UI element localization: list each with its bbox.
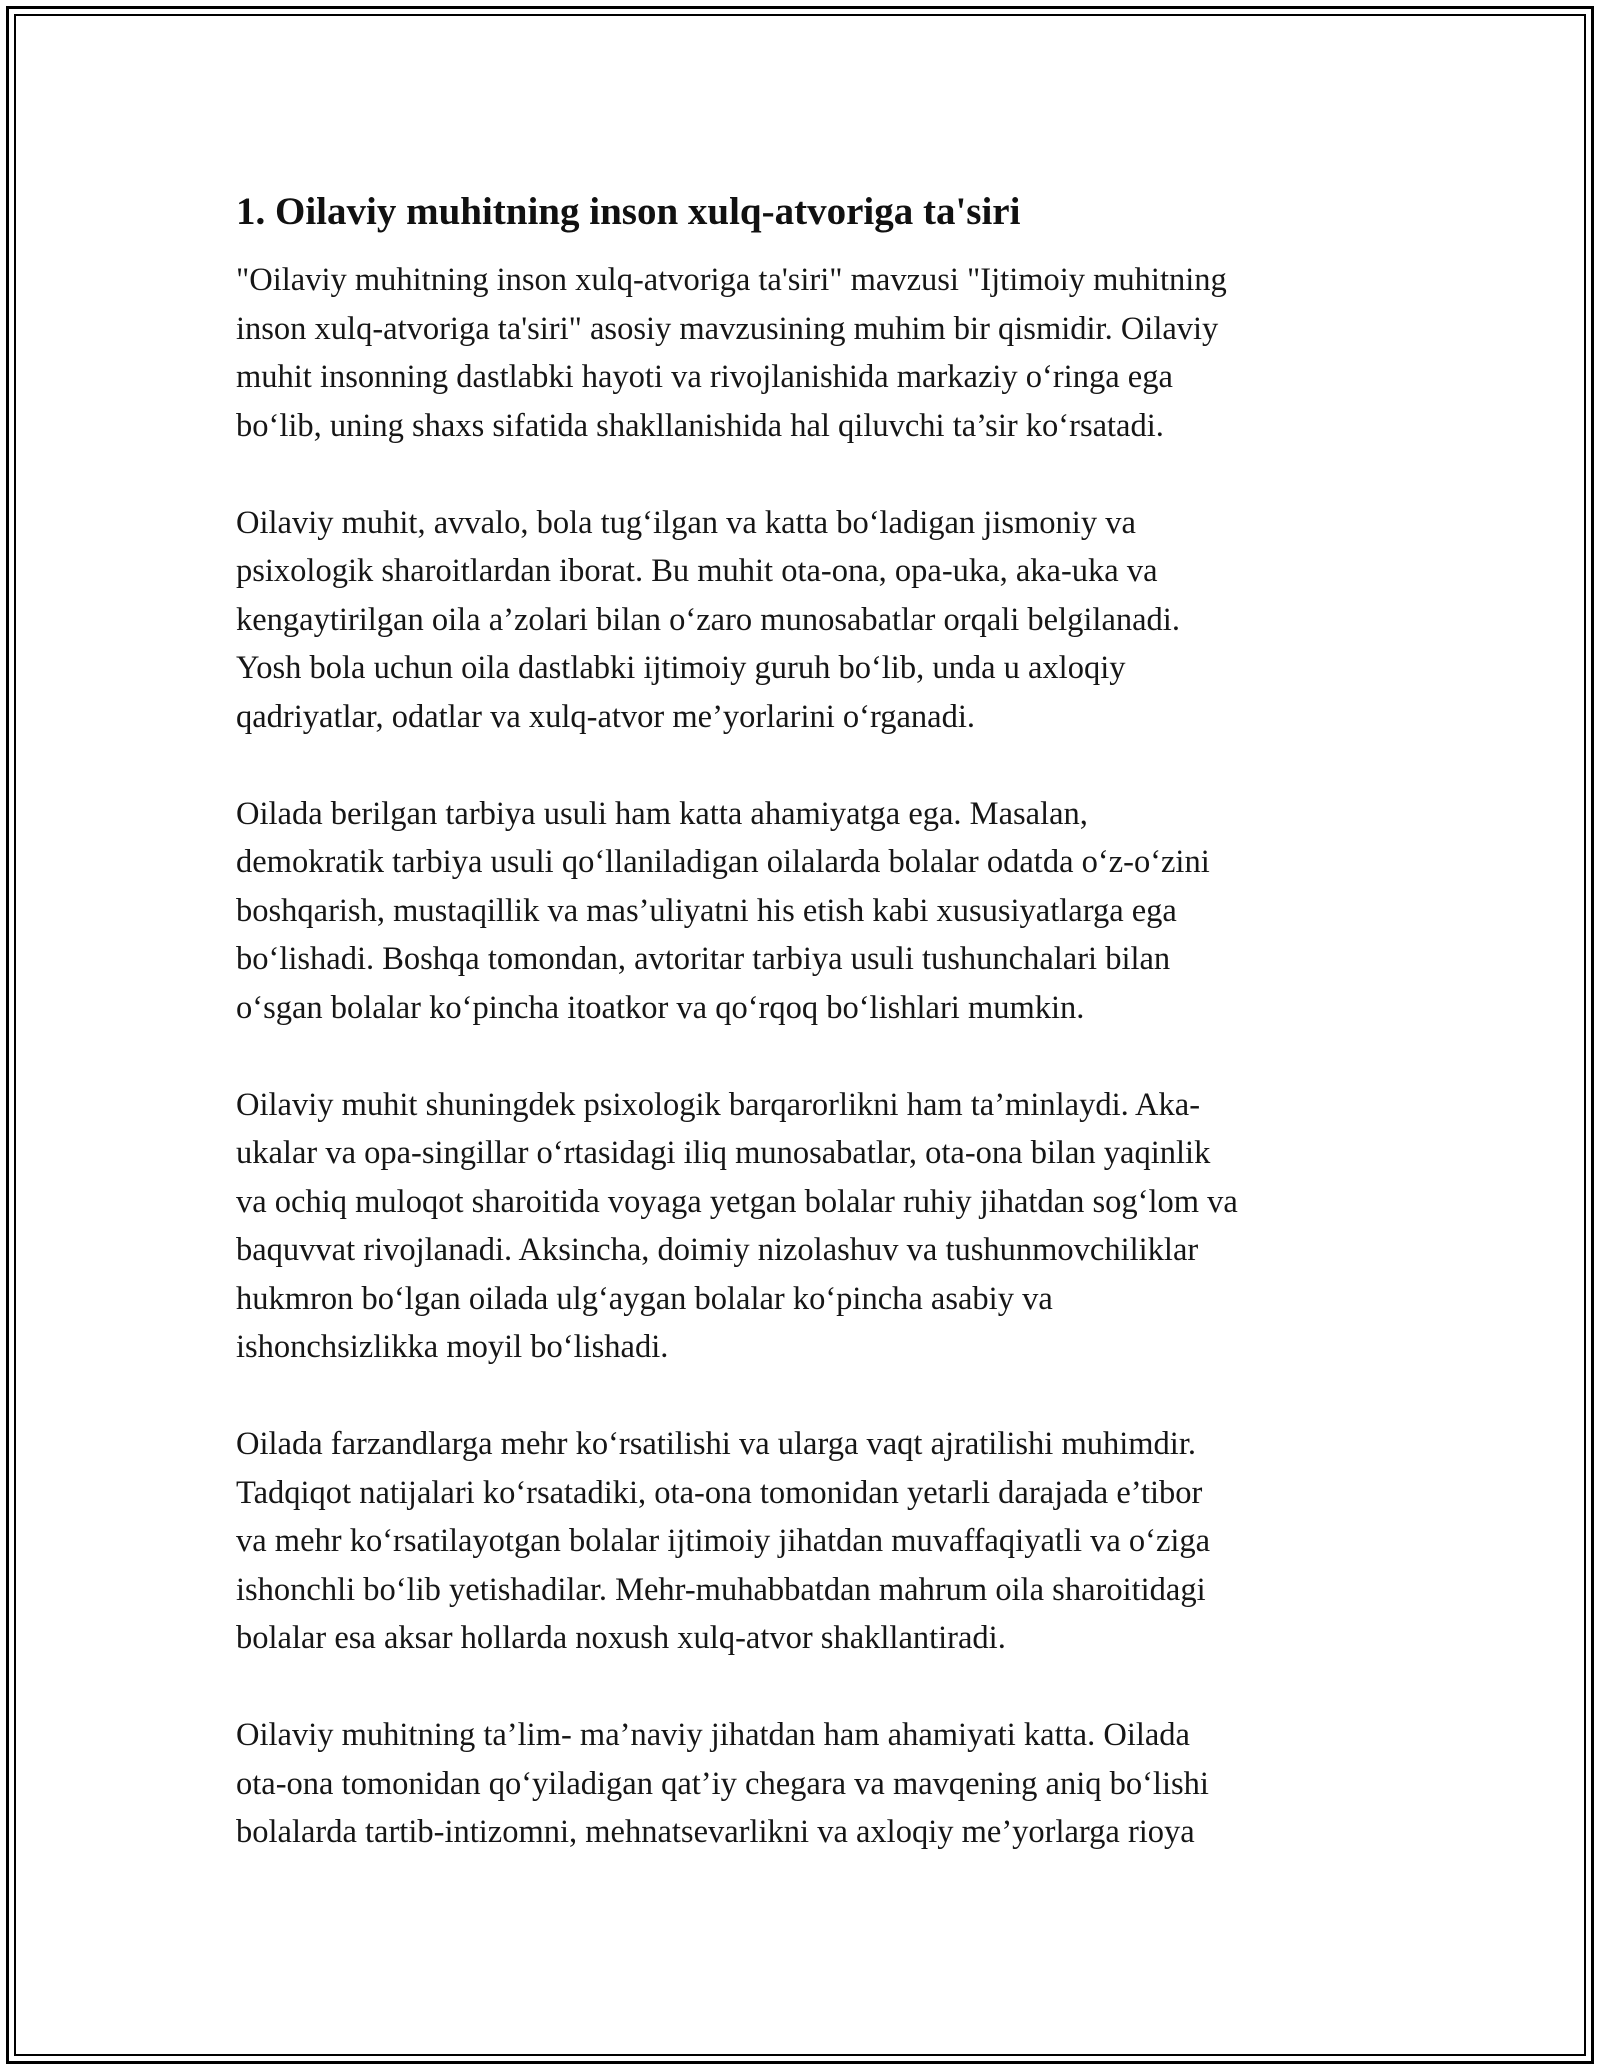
text-line: Oilada berilgan tarbiya usuli ham katta ahamiyatga ega. Masalan,	[236, 795, 1088, 832]
text-line: qadriyatlar, odatlar va xulq-atvor me’yorlarini o‘rganadi.	[236, 698, 975, 735]
text-line: Oilaviy muhit, avvalo, bola tug‘ilgan va katta bo‘ladigan jismoniy va	[236, 504, 1136, 541]
text-line: demokratik tarbiya usuli qo‘llaniladigan oilalarda bolalar odatda o‘z-o‘zini	[236, 844, 1210, 880]
text-line: bolalar esa aksar hollarda noxush xulq-atvor shakllantiradi.	[236, 1620, 1006, 1656]
text-line: bo‘lishadi. Boshqa tomondan, avtoritar tarbiya usuli tushunchalari bilan	[236, 941, 1171, 977]
paragraph-2	[236, 499, 1371, 742]
text-line: kengaytirilgan oila a’zolari bilan o‘zaro munosabatlar orqali belgilanadi.	[236, 601, 1180, 638]
text-line: ishonchli bo‘lib yetishadilar. Mehr-muhabbatdan mahrum oila sharoitidagi	[236, 1571, 1206, 1608]
text-line: "Oilaviy muhitning inson xulq-atvoriga ta'siri" mavzusi "Ijtimoiy muhitning	[236, 262, 1227, 298]
text-line: boshqarish, mustaqillik va mas’uliyatni his etish kabi xususiyatlarga ega	[236, 892, 1177, 929]
text-line: psixologik sharoitlardan iborat. Bu muhit ota-ona, opa-uka, aka-uka va	[236, 553, 1158, 589]
text-line: bo‘lib, uning shaxs sifatida shakllanishida hal qiluvchi ta’sir ko‘rsatadi.	[236, 407, 1164, 444]
text-line: ukalar va opa-singillar o‘rtasidagi iliq munosabatlar, ota-ona bilan yaqinlik	[236, 1135, 1211, 1171]
paragraph-3	[236, 790, 1371, 1033]
text-line: o‘sgan bolalar ko‘pincha itoatkor va qo‘rqoq bo‘lishlari mumkin.	[236, 989, 1085, 1026]
text-line: Oilaviy muhitning ta’lim- ma’naviy jihatdan ham ahamiyati katta. Oilada	[236, 1717, 1190, 1753]
text-line: Oilada farzandlarga mehr ko‘rsatilishi va ularga vaqt ajratilishi muhimdir.	[236, 1426, 1196, 1462]
paragraph-6	[236, 1711, 1371, 1857]
text-line: Oilaviy muhit shuningdek psixologik barqarorlikni ham ta’minlaydi. Aka-	[236, 1086, 1201, 1123]
text-line: muhit insonning dastlabki hayoti va rivojlanishida markaziy o‘ringa ega	[236, 359, 1173, 395]
paragraph-1	[236, 256, 1371, 450]
paragraph-5	[236, 1420, 1371, 1663]
text-line: Tadqiqot natijalari ko‘rsatadiki, ota-ona tomonidan yetarli darajada e’tibor	[236, 1474, 1203, 1511]
text-line: ishonchsizlikka moyil bo‘lishadi.	[236, 1329, 669, 1365]
text-line: va ochiq muloqot sharoitida voyaga yetgan bolalar ruhiy jihatdan sog‘lom va	[236, 1183, 1238, 1220]
text-line: inson xulq-atvoriga ta'siri" asosiy mavzusining muhim bir qismidir. Oilaviy	[236, 310, 1219, 347]
text-line: baquvvat rivojlanadi. Aksincha, doimiy nizolashuv va tushunmovchiliklar	[236, 1232, 1199, 1268]
paragraph-4	[236, 1081, 1371, 1372]
text-line: Yosh bola uchun oila dastlabki ijtimoiy guruh bo‘lib, unda u axloqiy	[236, 650, 1126, 686]
text-line: ota-ona tomonidan qo‘yiladigan qat’iy chegara va mavqening aniq bo‘lishi	[236, 1765, 1209, 1802]
document-body	[236, 186, 1371, 1905]
section-heading: 1. Oilaviy muhitning inson xulq-atvoriga ta'siri	[236, 190, 1021, 233]
text-line: hukmron bo‘lgan oilada ulg‘aygan bolalar ko‘pincha asabiy va	[236, 1280, 1053, 1317]
text-line: va mehr ko‘rsatilayotgan bolalar ijtimoiy jihatdan muvaffaqiyatli va o‘ziga	[236, 1523, 1211, 1559]
text-line: bolalarda tartib-intizomni, mehnatsevarlikni va axloqiy me’yorlarga rioya	[236, 1814, 1195, 1850]
